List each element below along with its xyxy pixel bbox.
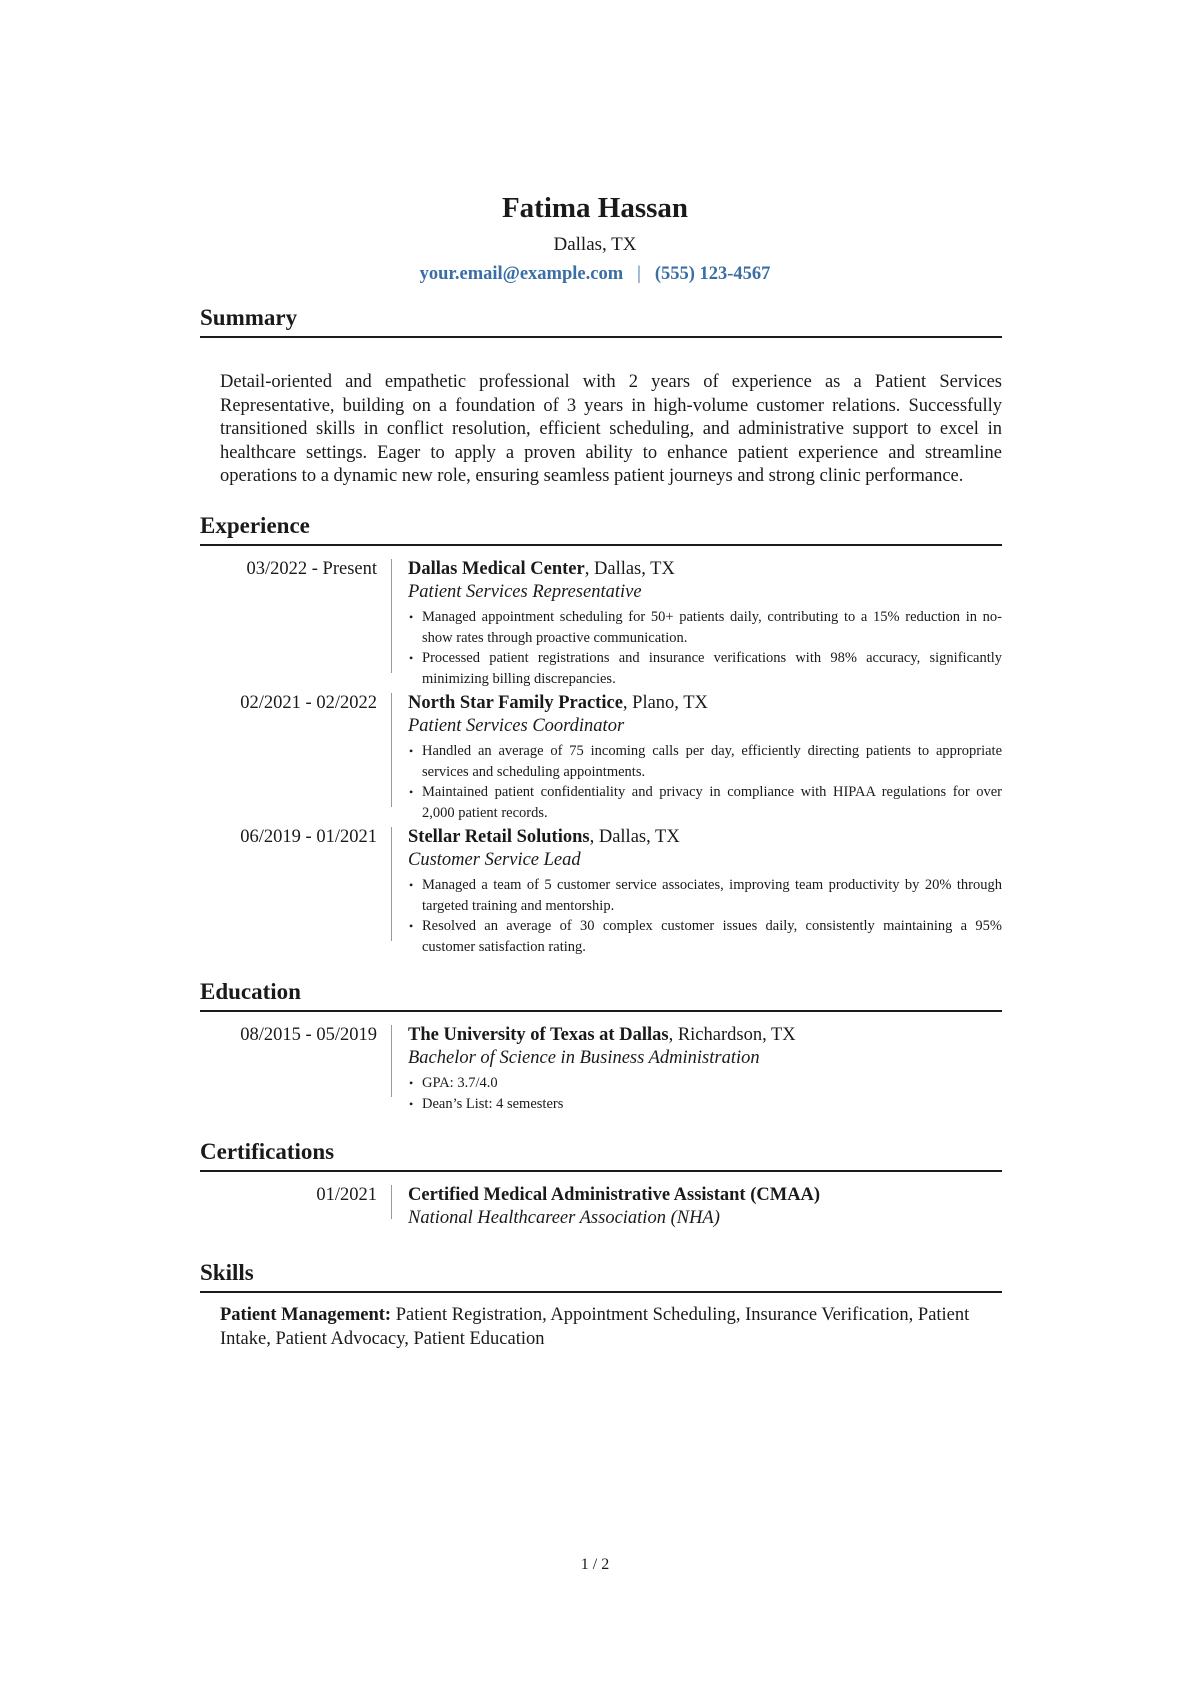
education-heading: Education (200, 979, 301, 1004)
phone-link[interactable]: (555) 123-4567 (654, 264, 771, 284)
experience-divider (200, 544, 1002, 546)
bullet-item: • Maintained patient confidentiality and privacy in compliance with HIPAA regulations for over 2,000 patient records. (408, 782, 1002, 823)
page-number: 1 / 2 (580, 1556, 610, 1573)
entry-org (408, 1023, 1002, 1047)
bullet-item: • Managed appointment scheduling for 50+ patients daily, contributing to a 15% reduction in no-show rates through proactive communication. (408, 607, 1002, 648)
skills-text (220, 1303, 1010, 1351)
entry-bullets (408, 607, 1002, 690)
entry-bullets (408, 741, 1002, 824)
entry-org (408, 691, 1002, 715)
contact-separator: | (637, 264, 641, 284)
bullet-item: • Dean’s List: 4 semesters (408, 1094, 1002, 1115)
experience-heading: Experience (200, 513, 310, 538)
education-divider (200, 1010, 1002, 1012)
bullet-item: • Processed patient registrations and insurance verifications with 98% accuracy, significantly minimizing billing discrepancies. (408, 648, 1002, 689)
entry-date: 08/2015 - 05/2019 (240, 1025, 377, 1045)
org-name: North Star Family Practice (408, 693, 623, 713)
org-name: Dallas Medical Center (408, 559, 585, 579)
school-location: , Richardson, TX (668, 1025, 796, 1045)
summary-heading: Summary (200, 305, 298, 330)
entry-date: 02/2021 - 02/2022 (240, 693, 377, 713)
timeline-line (391, 827, 392, 941)
entry-date: 03/2022 - Present (246, 559, 377, 579)
bullet-item: • Managed a team of 5 customer service associates, improving team productivity by 20% through targeted training and mentorship. (408, 875, 1002, 916)
entry-org (408, 825, 1002, 849)
timeline-line (391, 693, 392, 807)
entry-content (408, 1183, 1002, 1230)
bullet-item: • Handled an average of 75 incoming calls per day, efficiently directing patients to appropriate services and scheduling appointments. (408, 741, 1002, 782)
entry-degree: Bachelor of Science in Business Administration (408, 1048, 760, 1068)
entry-role: Customer Service Lead (408, 850, 581, 870)
bullet-item: • GPA: 3.7/4.0 (408, 1073, 1002, 1094)
entry-role: Patient Services Coordinator (408, 716, 625, 736)
entry-role: Patient Services Representative (408, 582, 642, 602)
entry-bullets (408, 1073, 1002, 1114)
certification-name: Certified Medical Administrative Assistant (CMAA) (408, 1185, 821, 1205)
candidate-location: Dallas, TX (553, 234, 637, 255)
summary-divider (200, 336, 1002, 338)
entry-org (408, 1183, 1002, 1207)
skills-list: Patient Registration, Appointment Scheduling, Insurance Verification, Patient Intake, Patient Advocacy, Patient Education (220, 1305, 970, 1349)
school-name: The University of Texas at Dallas (408, 1025, 669, 1045)
certifications-heading: Certifications (200, 1139, 335, 1164)
entry-bullets (408, 875, 1002, 958)
certification-issuer: National Healthcareer Association (NHA) (408, 1208, 720, 1228)
timeline-line (391, 1185, 392, 1219)
org-location: , Plano, TX (622, 693, 708, 713)
summary-text: Detail-oriented and empathetic professional with 2 years of experience as a Patient Services Representative, building on a foundation of 3 years in high-volume customer relations. Successfully transitioned skills in conflict resolution, efficient scheduling, and administrative support to excel in healthcare settings. Eager to apply a proven ability to enhance patient experience and streamline operations to a dynamic new role, ensuring seamless patient journeys and strong clinic performance. (220, 372, 1002, 486)
timeline-line (391, 559, 392, 673)
entry-org (408, 557, 1002, 581)
skills-label: Patient Management: (220, 1305, 392, 1325)
entry-content (408, 1023, 1002, 1114)
contact-line (0, 262, 1190, 286)
entry-date: 01/2021 (316, 1185, 377, 1205)
org-name: Stellar Retail Solutions (408, 827, 590, 847)
org-location: , Dallas, TX (589, 827, 680, 847)
entry-content (408, 691, 1002, 824)
candidate-name: Fatima Hassan (501, 192, 689, 224)
entry-content (408, 557, 1002, 690)
skills-divider (200, 1291, 1002, 1293)
bullet-item: • Resolved an average of 30 complex customer issues daily, consistently maintaining a 95% customer satisfaction rating. (408, 916, 1002, 957)
entry-date: 06/2019 - 01/2021 (240, 827, 377, 847)
org-location: , Dallas, TX (584, 559, 675, 579)
entry-content (408, 825, 1002, 958)
certifications-divider (200, 1170, 1002, 1172)
skills-heading: Skills (200, 1260, 254, 1285)
timeline-line (391, 1025, 392, 1097)
email-link[interactable]: your.email@example.com (419, 264, 624, 284)
